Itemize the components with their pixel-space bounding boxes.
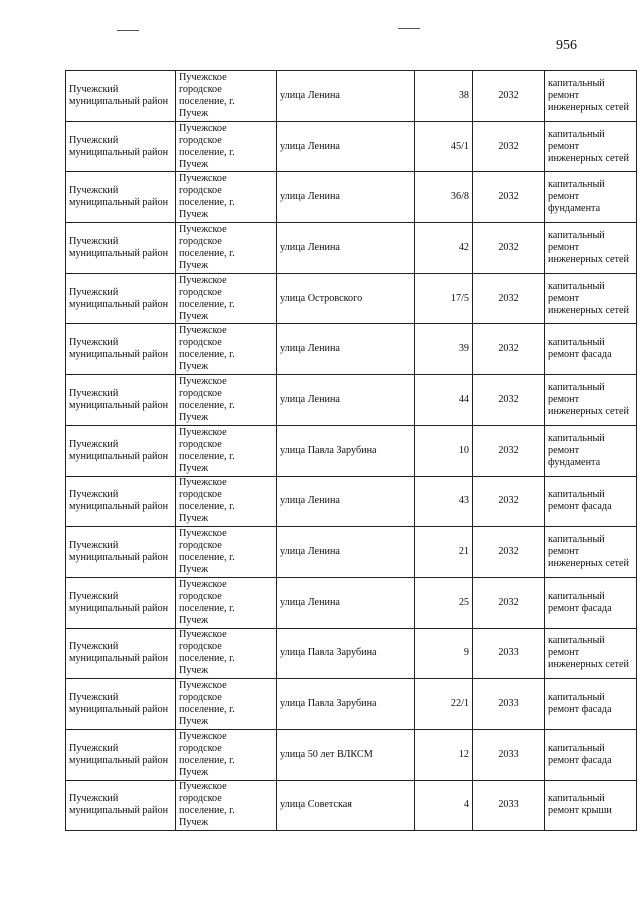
- street-cell: улица Ленина: [277, 476, 415, 527]
- settlement-line: поселение, г.: [179, 146, 235, 158]
- year-cell: 2032: [473, 121, 545, 172]
- house-number-cell: 4: [415, 780, 473, 831]
- settlement-line: Пучеж: [179, 411, 209, 423]
- settlement-cell: [176, 223, 277, 274]
- settlement-line: поселение, г.: [179, 754, 235, 766]
- work-type-cell: капитальный ремонт фасада: [545, 476, 637, 527]
- district-cell: Пучежский муниципальный район: [66, 375, 176, 426]
- settlement-line: Пучежское: [179, 781, 227, 793]
- year-cell: 2032: [473, 71, 545, 122]
- housing-repair-table: [65, 70, 637, 831]
- house-number-cell: 25: [415, 577, 473, 628]
- settlement-line: поселение, г.: [179, 399, 235, 411]
- settlement-line: городское: [179, 692, 222, 704]
- year-cell: 2032: [473, 527, 545, 578]
- street-cell: улица Ленина: [277, 527, 415, 578]
- settlement-line: Пучеж: [179, 766, 209, 778]
- settlement-line: Пучеж: [179, 107, 209, 119]
- district-cell: Пучежский муниципальный район: [66, 628, 176, 679]
- work-type-cell: капитальный ремонт фасада: [545, 577, 637, 628]
- settlement-cell: [176, 121, 277, 172]
- settlement-line: городское: [179, 540, 222, 552]
- table-row: [66, 121, 637, 172]
- page-number: 956: [556, 38, 577, 53]
- settlement-cell: [176, 375, 277, 426]
- district-cell: Пучежский муниципальный район: [66, 476, 176, 527]
- settlement-line: Пучеж: [179, 310, 209, 322]
- table-row: [66, 324, 637, 375]
- settlement-line: Пучеж: [179, 462, 209, 474]
- settlement-line: городское: [179, 83, 222, 95]
- district-cell: Пучежский муниципальный район: [66, 679, 176, 730]
- work-type-cell: капитальный ремонт инженерных сетей: [545, 71, 637, 122]
- street-cell: улица Ленина: [277, 375, 415, 426]
- year-cell: 2033: [473, 628, 545, 679]
- table-row: [66, 729, 637, 780]
- table-row: [66, 476, 637, 527]
- year-cell: 2032: [473, 425, 545, 476]
- settlement-line: городское: [179, 134, 222, 146]
- settlement-line: городское: [179, 235, 222, 247]
- year-cell: 2032: [473, 223, 545, 274]
- house-number-cell: 10: [415, 425, 473, 476]
- settlement-cell: [176, 476, 277, 527]
- district-cell: Пучежский муниципальный район: [66, 324, 176, 375]
- work-type-cell: капитальный ремонт инженерных сетей: [545, 273, 637, 324]
- district-cell: Пучежский муниципальный район: [66, 527, 176, 578]
- house-number-cell: 38: [415, 71, 473, 122]
- year-cell: 2033: [473, 729, 545, 780]
- table-row: [66, 223, 637, 274]
- work-type-cell: капитальный ремонт инженерных сетей: [545, 121, 637, 172]
- settlement-line: городское: [179, 185, 222, 197]
- settlement-line: городское: [179, 337, 222, 349]
- settlement-line: Пучежское: [179, 325, 227, 337]
- year-cell: 2032: [473, 375, 545, 426]
- settlement-line: Пучеж: [179, 209, 209, 221]
- settlement-line: поселение, г.: [179, 197, 235, 209]
- settlement-line: поселение, г.: [179, 805, 235, 817]
- settlement-line: Пучеж: [179, 158, 209, 170]
- settlement-line: поселение, г.: [179, 704, 235, 716]
- district-cell: Пучежский муниципальный район: [66, 223, 176, 274]
- settlement-line: поселение, г.: [179, 653, 235, 665]
- work-type-cell: капитальный ремонт крыши: [545, 780, 637, 831]
- street-cell: улица Островского: [277, 273, 415, 324]
- settlement-cell: [176, 425, 277, 476]
- settlement-cell: [176, 324, 277, 375]
- settlement-line: городское: [179, 641, 222, 653]
- table-row: [66, 375, 637, 426]
- settlement-line: Пучежское: [179, 629, 227, 641]
- settlement-line: Пучежское: [179, 274, 227, 286]
- settlement-cell: [176, 71, 277, 122]
- settlement-line: поселение, г.: [179, 95, 235, 107]
- work-type-cell: капитальный ремонт инженерных сетей: [545, 527, 637, 578]
- table-row: [66, 628, 637, 679]
- house-number-cell: 42: [415, 223, 473, 274]
- street-cell: улица Ленина: [277, 324, 415, 375]
- district-cell: Пучежский муниципальный район: [66, 273, 176, 324]
- street-cell: улица 50 лет ВЛКСМ: [277, 729, 415, 780]
- house-number-cell: 43: [415, 476, 473, 527]
- house-number-cell: 17/5: [415, 273, 473, 324]
- work-type-cell: капитальный ремонт инженерных сетей: [545, 628, 637, 679]
- year-cell: 2032: [473, 324, 545, 375]
- settlement-line: Пучежское: [179, 477, 227, 489]
- settlement-line: Пучежское: [179, 578, 227, 590]
- settlement-line: Пучежское: [179, 680, 227, 692]
- settlement-line: Пучеж: [179, 614, 209, 626]
- table-row: [66, 679, 637, 730]
- work-type-cell: капитальный ремонт инженерных сетей: [545, 223, 637, 274]
- settlement-line: Пучежское: [179, 730, 227, 742]
- settlement-line: Пучеж: [179, 564, 209, 576]
- work-type-cell: капитальный ремонт фундамента: [545, 425, 637, 476]
- settlement-line: Пучежское: [179, 71, 227, 83]
- street-cell: улица Советская: [277, 780, 415, 831]
- district-cell: Пучежский муниципальный район: [66, 577, 176, 628]
- settlement-line: городское: [179, 438, 222, 450]
- house-number-cell: 22/1: [415, 679, 473, 730]
- settlement-cell: [176, 273, 277, 324]
- settlement-line: Пучеж: [179, 361, 209, 373]
- settlement-cell: [176, 527, 277, 578]
- house-number-cell: 12: [415, 729, 473, 780]
- street-cell: улица Ленина: [277, 577, 415, 628]
- work-type-cell: капитальный ремонт фасада: [545, 679, 637, 730]
- settlement-line: Пучежское: [179, 223, 227, 235]
- house-number-cell: 36/8: [415, 172, 473, 223]
- settlement-cell: [176, 577, 277, 628]
- district-cell: Пучежский муниципальный район: [66, 121, 176, 172]
- settlement-line: поселение, г.: [179, 552, 235, 564]
- scan-artifact-line: [398, 28, 420, 29]
- district-cell: Пучежский муниципальный район: [66, 780, 176, 831]
- year-cell: 2032: [473, 476, 545, 527]
- table-row: [66, 273, 637, 324]
- settlement-cell: [176, 679, 277, 730]
- street-cell: улица Ленина: [277, 223, 415, 274]
- year-cell: 2033: [473, 780, 545, 831]
- settlement-line: городское: [179, 742, 222, 754]
- settlement-line: поселение, г.: [179, 247, 235, 259]
- settlement-cell: [176, 729, 277, 780]
- table-row: [66, 577, 637, 628]
- settlement-line: Пучежское: [179, 122, 227, 134]
- settlement-line: городское: [179, 590, 222, 602]
- district-cell: Пучежский муниципальный район: [66, 425, 176, 476]
- street-cell: улица Павла Зарубина: [277, 628, 415, 679]
- settlement-cell: [176, 780, 277, 831]
- settlement-line: поселение, г.: [179, 501, 235, 513]
- work-type-cell: капитальный ремонт фасада: [545, 729, 637, 780]
- settlement-line: Пучеж: [179, 513, 209, 525]
- year-cell: 2033: [473, 679, 545, 730]
- settlement-line: городское: [179, 793, 222, 805]
- scan-artifact-line: [117, 30, 139, 31]
- settlement-line: поселение, г.: [179, 602, 235, 614]
- settlement-line: Пучеж: [179, 259, 209, 271]
- street-cell: улица Ленина: [277, 71, 415, 122]
- settlement-line: городское: [179, 286, 222, 298]
- house-number-cell: 21: [415, 527, 473, 578]
- year-cell: 2032: [473, 273, 545, 324]
- street-cell: улица Павла Зарубина: [277, 425, 415, 476]
- street-cell: улица Ленина: [277, 121, 415, 172]
- settlement-line: Пучеж: [179, 665, 209, 677]
- settlement-cell: [176, 172, 277, 223]
- district-cell: Пучежский муниципальный район: [66, 71, 176, 122]
- settlement-line: Пучежское: [179, 173, 227, 185]
- house-number-cell: 39: [415, 324, 473, 375]
- table-row: [66, 780, 637, 831]
- table-row: [66, 527, 637, 578]
- settlement-line: городское: [179, 387, 222, 399]
- settlement-line: городское: [179, 489, 222, 501]
- settlement-line: Пучежское: [179, 375, 227, 387]
- year-cell: 2032: [473, 577, 545, 628]
- settlement-line: поселение, г.: [179, 349, 235, 361]
- street-cell: улица Павла Зарубина: [277, 679, 415, 730]
- settlement-cell: [176, 628, 277, 679]
- settlement-line: Пучежское: [179, 528, 227, 540]
- settlement-line: поселение, г.: [179, 450, 235, 462]
- work-type-cell: капитальный ремонт фундамента: [545, 172, 637, 223]
- table-row: [66, 425, 637, 476]
- table-row: [66, 71, 637, 122]
- table-row: [66, 172, 637, 223]
- house-number-cell: 44: [415, 375, 473, 426]
- district-cell: Пучежский муниципальный район: [66, 729, 176, 780]
- street-cell: улица Ленина: [277, 172, 415, 223]
- work-type-cell: капитальный ремонт инженерных сетей: [545, 375, 637, 426]
- house-number-cell: 9: [415, 628, 473, 679]
- work-type-cell: капитальный ремонт фасада: [545, 324, 637, 375]
- district-cell: Пучежский муниципальный район: [66, 172, 176, 223]
- settlement-line: Пучежское: [179, 426, 227, 438]
- settlement-line: Пучеж: [179, 817, 209, 829]
- settlement-line: Пучеж: [179, 716, 209, 728]
- house-number-cell: 45/1: [415, 121, 473, 172]
- settlement-line: поселение, г.: [179, 298, 235, 310]
- year-cell: 2032: [473, 172, 545, 223]
